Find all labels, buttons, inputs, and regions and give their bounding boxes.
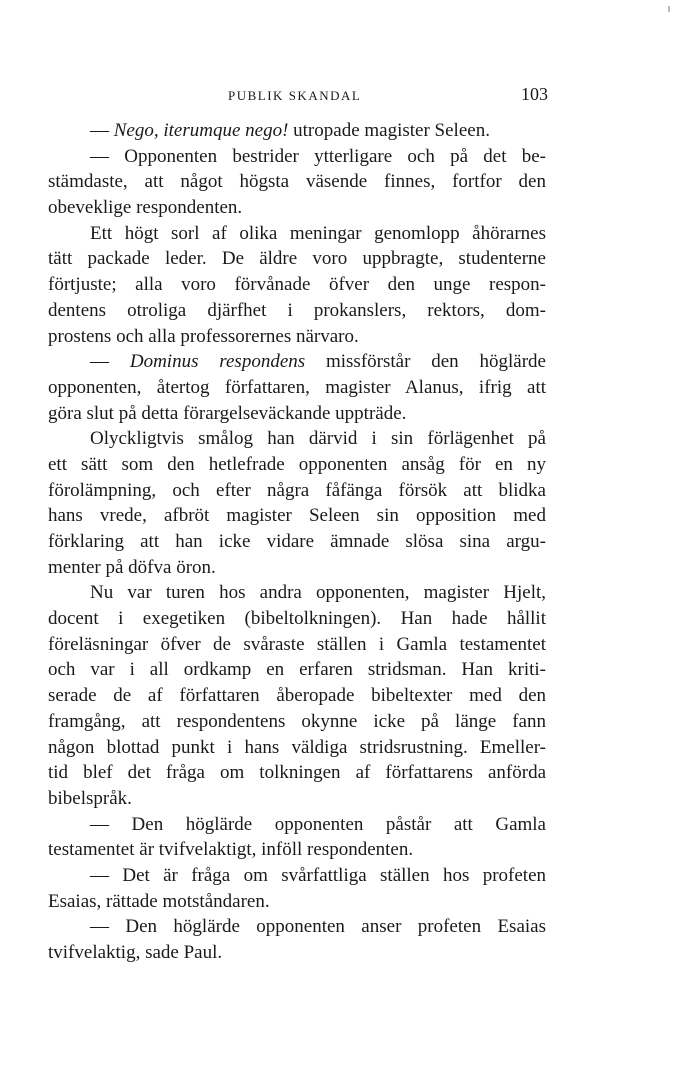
text-line: testamentet är tvifvelaktigt, inföll respondenten. xyxy=(48,839,414,861)
text-line: tid blef det fråga om tolkningen af författarens anförda xyxy=(48,762,546,784)
text-line: — Nego, iterumque nego! utropade magister Seleen. xyxy=(90,120,490,141)
text-line: Esaias, rättade motståndaren. xyxy=(48,890,270,912)
body-text xyxy=(48,118,546,966)
text-line: hans vrede, afbröt magister Seleen sin opposition med xyxy=(48,505,546,527)
text-line: — Det är fråga om svårfattliga ställen hos profeten xyxy=(90,864,546,886)
text-line: bibelspråk. xyxy=(48,787,132,809)
text-line: tätt packade leder. De äldre voro uppbragte, studenterne xyxy=(48,248,546,270)
text-line: göra slut på detta förargelseväckande uppträde. xyxy=(48,402,407,424)
text-line: förolämpning, och efter några fåfänga försök att blidka xyxy=(48,479,546,501)
text-line: Nu var turen hos andra opponenten, magister Hjelt, xyxy=(90,582,546,604)
text-line: Olyckligtvis smålog han därvid i sin förlägenhet på xyxy=(90,428,546,450)
page-number: 103 xyxy=(521,84,548,104)
text-line: obeveklige respondenten. xyxy=(48,197,243,219)
text-line: — Den höglärde opponenten påstår att Gamla xyxy=(90,813,546,835)
running-title: PUBLIK SKANDAL xyxy=(228,88,362,103)
text-line: serade de af författaren åberopade bibeltexter med den xyxy=(48,685,546,707)
text-line: dentens otroliga djärfhet i prokanslers, rektors, dom- xyxy=(48,299,546,321)
text-line: — Opponenten bestrider ytterligare och på det be- xyxy=(90,145,546,167)
text-line: och var i all ordkamp en erfaren stridsman. Han kriti- xyxy=(48,659,546,681)
text-line: framgång, att respondentens okynne icke på länge fann xyxy=(48,710,546,732)
running-head xyxy=(48,84,548,108)
page-edge-mark xyxy=(668,6,670,12)
text-line: någon blottad punkt i hans väldiga stridsrustning. Emeller- xyxy=(48,736,546,758)
text-line: menter på döfva öron. xyxy=(48,556,216,578)
text-line: förtjuste; alla voro förvånade öfver den unge respon- xyxy=(48,274,546,296)
text-line: stämdaste, att något högsta väsende finnes, fortfor den xyxy=(48,171,546,193)
text-line: — Den höglärde opponenten anser profeten Esaias xyxy=(90,916,546,938)
text-line: — Dominus respondens missförstår den höglärde xyxy=(90,351,546,373)
latin-phrase: Nego, iterumque nego! xyxy=(113,120,289,141)
text-line: föreläsningar öfver de svåraste ställen i Gamla testamentet xyxy=(48,633,546,655)
latin-phrase: Dominus respondens xyxy=(129,351,306,373)
text-line: förklaring att han icke vidare ämnade slösa sina argu- xyxy=(48,531,546,552)
text-line: docent i exegetiken (bibeltolkningen). Han hade hållit xyxy=(48,608,546,630)
text-line: Ett högt sorl af olika meningar genomlopp åhörarnes xyxy=(90,222,546,244)
text-line: prostens och alla professorernes närvaro. xyxy=(48,325,359,347)
text-line: opponenten, återtog författaren, magister Alanus, ifrig att xyxy=(48,376,546,398)
text-line: ett sätt som den hetlefrade opponenten ansåg för en ny xyxy=(48,453,546,475)
text-line: tvifvelaktig, sade Paul. xyxy=(48,942,223,963)
